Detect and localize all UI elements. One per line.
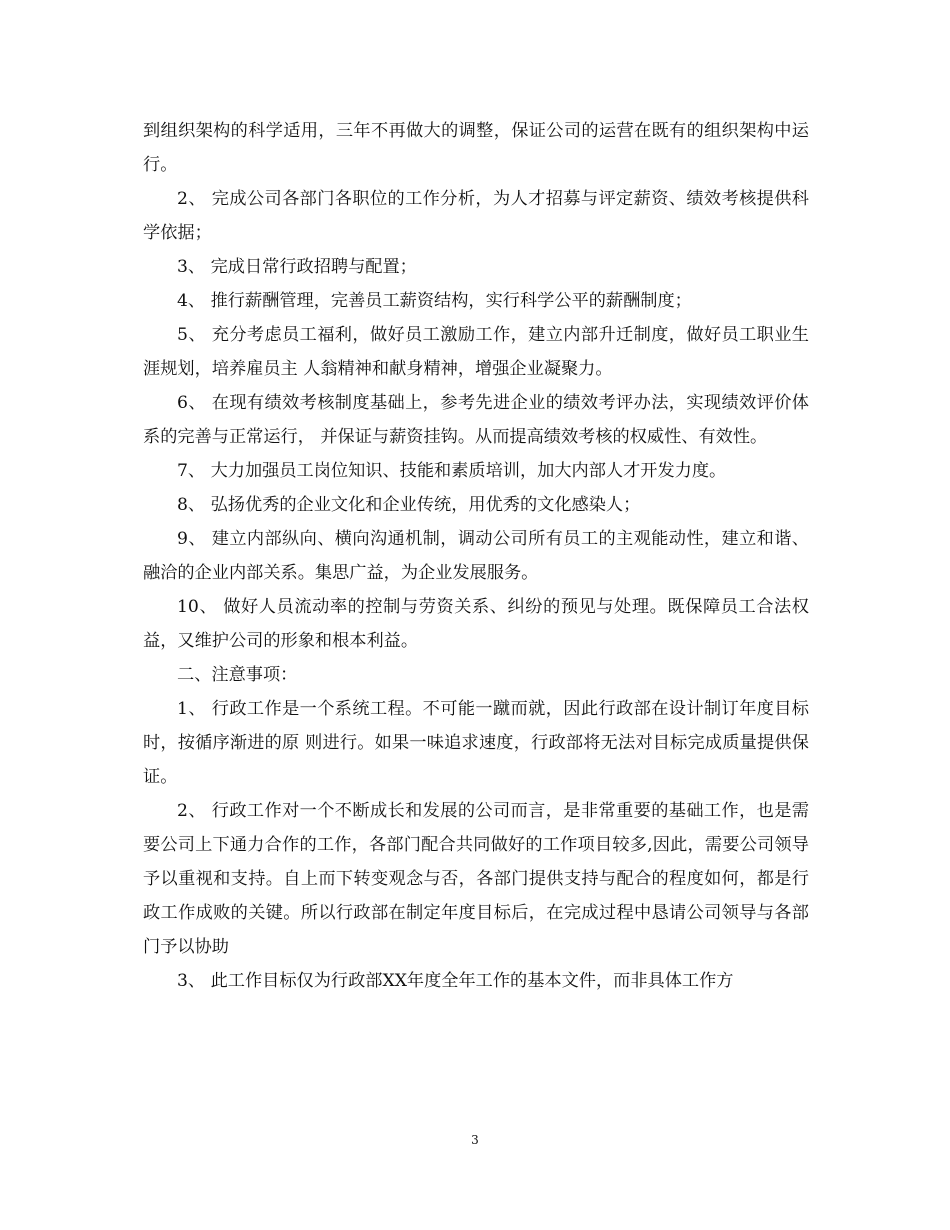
paragraph-continuation: 到组织架构的科学适用，三年不再做大的调整，保证公司的运营在既有的组织架构中运行。: [143, 121, 809, 175]
section-heading-notes: 二、注意事项：: [177, 665, 298, 685]
paragraph-note-2: 2、 行政工作对一个不断成长和发展的公司而言，是非常重要的基础工作，也是需要公司上下通力合作的工作，各部门配合共同做好的工作项目较多,因此，需要公司领导予以重视和支持。自上而下转变观念与否，各部门提供支持与配合的程度如何，都是行政工作成败的关键。所以行政部在制定年度目标后，在完成过程中恳请公司领导与各部门予以协助: [143, 801, 809, 957]
paragraph-item-3: 3、 完成日常行政招聘与配置；: [177, 257, 417, 277]
paragraph-item-6: 6、 在现有绩效考核制度基础上，参考先进企业的绩效考评办法，实现绩效评价体系的完善与正常运行， 并保证与薪资挂钩。从而提高绩效考核的权威性、有效性。: [143, 393, 809, 447]
paragraph-item-2: 2、 完成公司各部门各职位的工作分析，为人才招募与评定薪资、绩效考核提供科学依据；: [143, 189, 809, 243]
document-body: [143, 114, 809, 998]
paragraph-item-5: 5、 充分考虑员工福利，做好员工激励工作，建立内部升迁制度，做好员工职业生涯规划，培养雇员主 人翁精神和献身精神，增强企业凝聚力。: [143, 325, 809, 379]
paragraph-item-4: 4、 推行薪酬管理，完善员工薪资结构，实行科学公平的薪酬制度；: [177, 291, 692, 311]
paragraph-item-9: 9、 建立内部纵向、横向沟通机制，调动公司所有员工的主观能动性，建立和谐、融洽的企业内部关系。集思广益，为企业发展服务。: [143, 529, 809, 583]
paragraph-item-10: 10、 做好人员流动率的控制与劳资关系、纠纷的预见与处理。既保障员工合法权益，又维护公司的形象和根本利益。: [143, 597, 809, 651]
paragraph-note-3: 3、 此工作目标仅为行政部XX年度全年工作的基本文件，而非具体工作方: [177, 971, 734, 991]
page-number: 3: [471, 1133, 479, 1147]
paragraph-item-8: 8、 弘扬优秀的企业文化和企业传统，用优秀的文化感染人；: [177, 495, 641, 515]
paragraph-note-1: 1、 行政工作是一个系统工程。不可能一蹴而就，因此行政部在设计制订年度目标时，按循序渐进的原 则进行。如果一味追求速度，行政部将无法对目标完成质量提供保证。: [143, 699, 809, 787]
paragraph-item-7: 7、 大力加强员工岗位知识、技能和素质培训，加大内部人才开发力度。: [177, 461, 727, 481]
